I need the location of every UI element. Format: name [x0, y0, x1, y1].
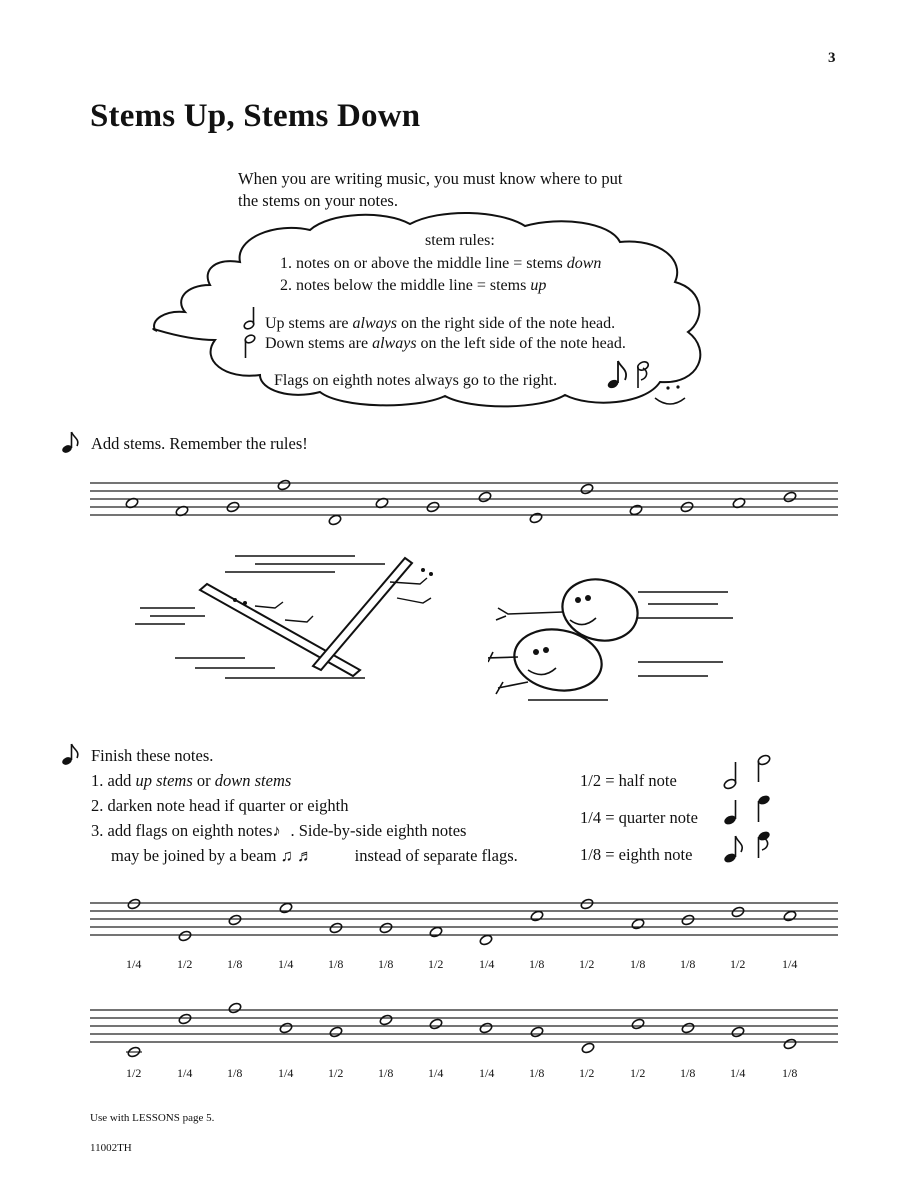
exercise-2-instruction: Finish these notes.: [91, 746, 214, 765]
up-stem-text-a: Up stems are: [265, 315, 353, 332]
note-value-label: 1/8: [227, 1066, 243, 1080]
use-with-note: Use with LESSONS page 5.: [90, 1112, 215, 1124]
note-head: [178, 930, 192, 942]
step-3-text-d: instead of separate flags.: [354, 846, 518, 865]
up-stem-emphasis: always: [352, 315, 397, 332]
note-head: [479, 934, 493, 946]
intro-paragraph: [238, 168, 622, 212]
note-head: [581, 1042, 595, 1054]
note-head: [783, 1038, 797, 1050]
note-head: [731, 906, 745, 918]
note-value-label: 1/4: [479, 1066, 495, 1080]
step-3-text-c: may be joined by a beam: [111, 846, 277, 865]
note-heads-cartoon-illustration: [488, 572, 738, 712]
note-value-label: 1/4: [479, 957, 495, 971]
note-value-label: 1/8: [227, 957, 243, 971]
note-value-label: 1/8: [680, 1066, 696, 1080]
note-head: [277, 479, 291, 491]
exercise-2-step-3: [91, 821, 466, 841]
cloud-heading: stem rules:: [425, 232, 495, 249]
note-head: [681, 914, 695, 926]
note-value-label: 1/2: [630, 1066, 646, 1080]
eighth-note-bullet-icon: [60, 742, 80, 766]
down-stem-emphasis: always: [372, 335, 417, 352]
note-head: [731, 1026, 745, 1038]
note-value-label: 1/4: [278, 1066, 294, 1080]
note-value-label: 1/2: [328, 1066, 344, 1080]
exercise-2-step-2: 2. darken note head if quarter or eighth: [91, 796, 349, 815]
step-1-mid: or: [192, 771, 215, 790]
exercise-2-step-1: [91, 771, 291, 791]
note-value-label: 1/4: [782, 957, 798, 971]
note-head: [329, 922, 343, 934]
exercise-1-staff: [90, 475, 840, 535]
note-head: [629, 504, 643, 516]
note-head: [783, 910, 797, 922]
note-head: [329, 1026, 343, 1038]
note-head: [279, 902, 293, 914]
note-head: [783, 491, 797, 503]
step-3-text-b: . Side-by-side eighth notes: [290, 821, 467, 840]
note-head: [681, 1022, 695, 1034]
step-1-emphasis-up: up stems: [135, 771, 193, 790]
half-note-stem-down-icon: [242, 332, 262, 360]
down-stem-text-a: Down stems are: [265, 335, 373, 352]
note-value-label: 1/8: [378, 957, 394, 971]
up-stem-text-b: on the right side of the note head.: [396, 315, 616, 332]
note-head: [178, 1013, 192, 1025]
note-value-label: 1/8: [630, 957, 646, 971]
eighth-notes-icon: [605, 358, 655, 390]
exercise-1-instruction: Add stems. Remember the rules!: [91, 434, 308, 453]
note-value-label: 1/2: [579, 1066, 595, 1080]
flags-rule: Flags on eighth notes always go to the right.: [274, 372, 558, 389]
note-head: [631, 1018, 645, 1030]
note-value-label: 1/8: [529, 1066, 545, 1080]
stem-cartoon-illustration: [135, 548, 455, 688]
note-head: [328, 514, 342, 526]
intro-line-1: When you are writing music, you must know where to put: [238, 169, 623, 188]
note-value-label: 1/2: [177, 957, 193, 971]
catalog-code: 11002TH: [90, 1142, 132, 1154]
note-head: [631, 918, 645, 930]
note-head: [529, 512, 543, 524]
up-stem-rule: [265, 313, 615, 335]
note-value-label: 1/8: [529, 957, 545, 971]
step-1-emphasis-down: down stems: [214, 771, 292, 790]
note-head: [429, 926, 443, 938]
stem-rule-1: [280, 253, 601, 275]
down-stem-text-b: on the left side of the note head.: [416, 335, 626, 352]
step-3-text-a: 3. add flags on eighth notes: [91, 821, 273, 840]
exercise-2-step-3-cont: [111, 846, 518, 866]
legend-quarter-note: 1/4 = quarter note: [580, 808, 698, 827]
note-head: [479, 1022, 493, 1034]
page-number: 3: [828, 50, 836, 66]
note-value-label: 1/8: [378, 1066, 394, 1080]
intro-line-2: the stems on your notes.: [238, 191, 398, 210]
note-head: [580, 898, 594, 910]
smiley-face-icon: [655, 385, 685, 404]
down-stem-rule: [265, 333, 626, 355]
staff-lines: [90, 483, 838, 515]
note-value-label: 1/2: [730, 957, 746, 971]
rule-2-emphasis: up: [530, 277, 547, 294]
eighth-note-bullet-icon: [60, 430, 80, 454]
half-note-stem-up-icon: [242, 305, 262, 331]
note-head: [429, 1018, 443, 1030]
staff-1-labels: [90, 957, 840, 975]
note-value-label: 1/4: [126, 957, 142, 971]
note-head: [228, 1002, 242, 1014]
note-head: [530, 910, 544, 922]
rule-1-emphasis: down: [566, 255, 602, 272]
note-value-label: 1/4: [278, 957, 294, 971]
note-value-label: 1/4: [428, 1066, 444, 1080]
note-value-label: 1/4: [177, 1066, 193, 1080]
note-head: [478, 491, 492, 503]
inline-eighth-note-icon: ♪: [272, 821, 281, 840]
note-value-label: 1/8: [680, 957, 696, 971]
exercise-2-staff-2: [90, 1002, 840, 1062]
note-value-label: 1/4: [730, 1066, 746, 1080]
note-head: [530, 1026, 544, 1038]
note-value-label: 1/8: [782, 1066, 798, 1080]
legend-half-note: 1/2 = half note: [580, 771, 677, 790]
note-head: [228, 914, 242, 926]
note-value-label: 1/2: [428, 957, 444, 971]
note-head: [580, 483, 594, 495]
note-head: [127, 898, 141, 910]
note-value-legend-icons: [718, 752, 778, 872]
staff-2-labels: [90, 1066, 840, 1084]
note-value-label: 1/8: [328, 957, 344, 971]
note-value-label: 1/2: [126, 1066, 142, 1080]
legend-eighth-note: 1/8 = eighth note: [580, 845, 693, 864]
page-title: Stems Up, Stems Down: [90, 98, 421, 134]
exercise-2-staff-1: [90, 895, 840, 950]
rule-1-text: 1. notes on or above the middle line = stems: [280, 255, 567, 272]
step-1-text: 1. add: [91, 771, 136, 790]
note-head: [379, 1014, 393, 1026]
note-value-label: 1/2: [579, 957, 595, 971]
note-head: [379, 922, 393, 934]
beamed-notes-icon: ♫ ♬: [280, 846, 314, 865]
note-head: [279, 1022, 293, 1034]
stem-rule-2: [280, 275, 546, 297]
rule-2-text: 2. notes below the middle line = stems: [280, 277, 531, 294]
